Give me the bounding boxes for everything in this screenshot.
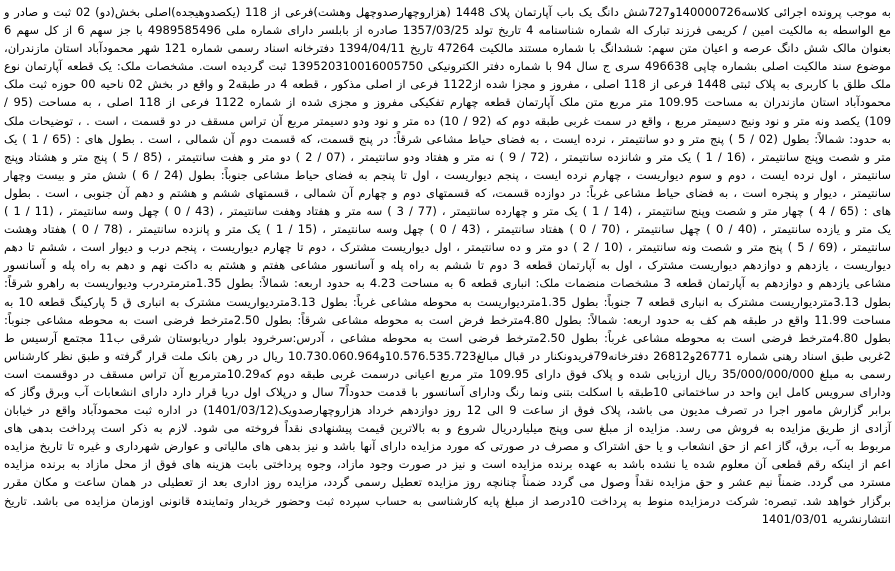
auction-notice-text: به موجب پرونده اجرائی کلاسه140000726و727شش دانگ یک باب آپارتمان پلاک 1448 (هزاروچهارصدوچهل وهشت)فرعی از 118 (یکصدوهیجده)اصلی بخش(دو) 02 ثبت و صادر و مع الواسطه به مالکیت امین / کریمی فرزند تبارک اله شماره شناسنامه 4 تاریخ تولد 1357/03/25 صادره از بابلسر دارای شماره ملی 4989585496 با جز سهم 6 از کل سهم 6 بعنوان مالک شش دانگ عرصه و اعیان متن سهم: ششدانگ با شماره مستند مالکیت 47264 تاریخ 1394/04/11 دفترخانه اسناد رسمی شماره 121 شهر محمودآباد استان مازندران، موضوع سند مالکیت اصلی بشماره چاپی 496638 سری ج سال 94 با شماره دفتر الکترونیکی 139520310016005750 ثبت گردیده است. مشخصات ملک: یک قطعه آپارتمان نوع ملک طلق با کاربری به پلاک ثبتی 1448 فرعی از 118 اصلی ، مفروز و مجزا شده از1122 فرعی از اصلی مذکور ، قطعه 4 در طبقه2 و واقع در بخش 02 ناحیه 00 حوزه ثبت ملک محمودآباد استان مازندران به مساحت 109.95 متر مربع متن ملک آپارتمان قطعه چهارم تفکیکی مفروز و مجزی شده از شماره 1122 فرعی از 118 اصلی ، به مساحت (95 / 109) یکصد ونه متر و نود ونیج دسیمتر مربع ، واقع در سمت غربی طبقه دوم که (92 / 10) ده متر و نود ودو دسیمتر مربع آن تراس مسقف در دو قسمت ، است . ، توضیحات ملک به حدود: شمالاً: بطول (02 / 5 ) پنج متر و دو سانتیمتر ، نرده ایست ، به فضای حیاط مشاعی شرقاً: در پنج قسمت، که قسمت دوم آن شمالی ، است . بطول های : (65 / 1 ) یک متر و شصت وپنج سانتیمتر ، (16 / 1 ) یک متر و شانزده سانتیمتر ، (72 / 9 ) نه متر و هفتاد ودو سانتیمتر ، (07 / 2 ) دو متر و هفت سانتیمتر ، (85 / 5 ) پنج متر و هشتاد وپنج سانتیمتر ، اول نرده ایست ، دوم و سوم دیواریست ، چهارم نرده ایست ، پنجم دیواریست ، اول تا پنجم به فضای حیاط مشاعی جنوباً: بطول (24 / 6 ) شش متر و بیست وچهار سانتیمتر ، دیوار و پنجره است ، به فضای حیاط مشاعی غرباً: در دوازده قسمت، که قسمتهای دوم و چهارم آن شمالی ، قسمتهای ششم و هشتم و دهم آن جنوبی ، است . بطول های : (65 / 4 ) چهار متر و شصت وپنج سانتیمتر ، (14 / 1 ) یک متر و چهارده سانتیمتر ، (77 / 3 ) سه متر و هفتاد وهفت سانتیمتر ، (43 / 0 ) چهل وسه سانتیمتر ، (11 / 1 ) یک متر و یازده سانتیمتر ، (40 / 0 ) چهل سانتیمتر ، (70 / 0 ) هفتاد سانتیمتر ، (43 / 0 ) چهل وسه سانتیمتر ، (15 / 1 ) یک متر و پانزده سانتیمتر ، (78 / 0 ) هفتاد وهشت سانتیمتر ، (69 / 5 ) پنج متر و شصت ونه سانتیمتر ، (10 / 2 ) دو متر و ده سانتیمتر ، اول دیواریست مشترک ، دوم تا چهارم دیواریست ، پنجم درب و دیوار است ، ششم تا دهم دیواریست ، یازدهم و دوازدهم دیواریست مشترک ، اول به آپارتمان قطعه 3 دوم تا ششم به راه پله و آسانسور مشاعی هفتم و هشتم به داکت نهم و دهم به راه پله و آسانسور مشاعی یازدهم و دوازدهم به آپارتمان قطعه 3 مشخصات منضمات ملک: انباری قطعه 6 به مساحت 4.23 به حدود اربعه: شمالاً: بطول 1.35مترمتردرب ودیواریست به راهرو شرقاً: بطول 3.13متردیواریست مشترک به انباری قطعه 7 جنوباً: بطول 1.35متردیواریست به محوطه مشاعی غرباً: بطول 3.13متردیواریست مشترک به انباری ق 5 پارکینگ قطعه 10 به مساحت 11.99 واقع در طبقه هم کف به حدود اربعه: شمالاً: بطول 4.80مترخط فرض است به محوطه مشاعی شرقاً: بطول 2.50مترخط فرضی است به محوطه مشاعی جنوباً: بطول 4.80مترخط فرضی است به محوطه مشاعی غرباً: بطول 2.50مترخط فرضی است به محوطه مشاعی ، آدرس:سرخرود بلوار دریابوستان شرقی ب11 مجتمع آرسیس ط 2غربی طبق اسناد رهنی شماره 26771و26812 دفترخانه79فریدونکنار در قبال مبالغ10.576.535.723و10.730.060.964 ریال در رهن بانک ملت قرار گرفته و طبق نظر کارشناس رسمی به مبلغ 35/000/000/000 ریال ارزیابی شده و پلاک فوق دارای 109.95 متر مربع اعیانی درسمت غربی طبقه دوم که10.29مترمربع آن تراس مسقف در دوقسمت است ودارای سرویس کامل این واحد در ساختمانی 10طبقه با اسکلت بتنی ونما رنگ ودارای آسانسور با قدمت حدوداً7 سال و درپلاک اول دریا قرار دارد دارای انشعابات آب وبرق وگاز که برابر گزارش مامور اجرا در تصرف مدیون می باشد، پلاک فوق از ساعت 9 الی 12 روز دوازدهم خرداد هزاروچهارصدویک(1401/03/12) در اداره ثبت محمودآباد واقع در خیابان آزادی از طریق مزایده به فروش می رسد. مزایده از مبلغ سی وپنج میلیاردریال شروع و به بالاترین قیمت پیشنهادی نقداً فروخته می شود. لازم به ذکر است پرداخت بدهی های مربوط به آب، برق، گاز اعم از حق انشعاب و یا حق اشتراک و مصرف در صورتی که مورد مزایده دارای آنها باشد و نیز بدهی های مالیاتی و عوارض شهرداری و غیره تا تاریخ مزایده اعم از اینکه رقم قطعی آن معلوم شده یا نشده باشد به عهده برنده مزایده است و نیز در صورت وجود مازاد، وجوه پرداختی بابت هزینه های فوق از محل مازاد به برنده مزایده مسترد می گردد. ضمناً نیم عشر و حق مزایده نقداً وصول می گردد ضمناً چنانچه روز مزایده تعطیل رسمی گردد، مزایده روز اداری بعد از تعطیلی در همان ساعت و مکان مقرر برگزار خواهد شد. تبصره: شرکت درمزایده منوط به پرداخت 10درصد از مبلغ پایه کارشناسی به حساب سپرده ثبت وحضور خریدار وتمایندہ قانونی اوزمان مزایده می باشد. تاریخ انتشارنشریه 1401/03/01 [4, 5, 892, 526]
